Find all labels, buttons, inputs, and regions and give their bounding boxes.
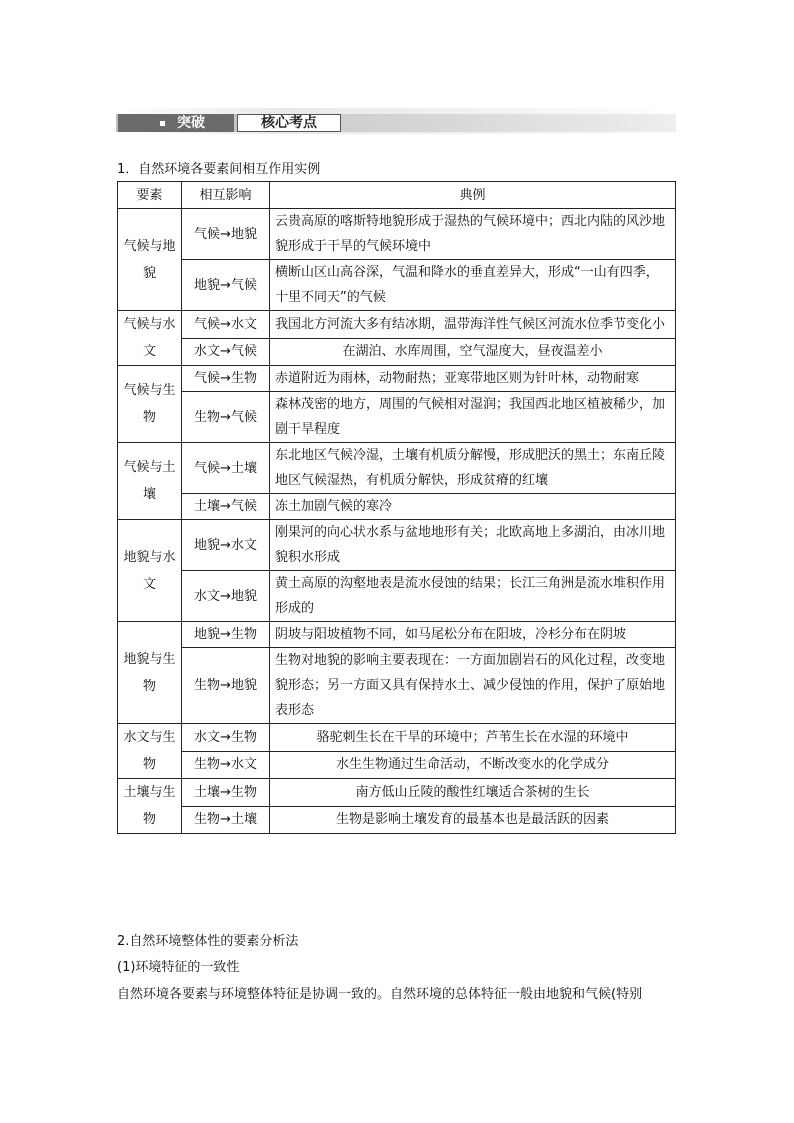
example-cell: 水生生物通过生命活动，不断改变水的化学成分: [270, 751, 676, 779]
relation-cell: 生物→水文: [182, 751, 270, 779]
relation-cell: 水文→生物: [182, 724, 270, 752]
table-row: [118, 622, 676, 648]
table-row: [118, 724, 676, 752]
relation-cell: 生物→地貌: [182, 648, 270, 724]
relation-cell: 地貌→水文: [182, 520, 270, 571]
relation-cell: 气候→地貌: [182, 209, 270, 260]
table-row: [118, 648, 676, 724]
table-row: [118, 494, 676, 520]
relation-cell: 地貌→气候: [182, 260, 270, 311]
column-header: 典例: [270, 182, 676, 209]
relation-cell: 生物→土壤: [182, 806, 270, 834]
relation-cell: 土壤→气候: [182, 494, 270, 520]
table-row: [118, 366, 676, 392]
element-cell: 气候与地貌: [118, 209, 182, 311]
column-header: 相互影响: [182, 182, 270, 209]
column-header: 要素: [118, 182, 182, 209]
relation-cell: 地貌→生物: [182, 622, 270, 648]
section-tag-secondary: 核心考点: [237, 114, 341, 132]
relation-cell: 气候→水文: [182, 311, 270, 339]
interaction-table: [117, 181, 676, 834]
table-row: [118, 338, 676, 366]
relation-cell: 生物→气候: [182, 392, 270, 443]
example-cell: 生物是影响土壤发育的最基本也是最活跃的因素: [270, 806, 676, 834]
element-cell: 气候与土壤: [118, 443, 182, 520]
table-row: [118, 260, 676, 311]
example-cell: 在湖泊、水库周围，空气湿度大，昼夜温差小: [270, 338, 676, 366]
relation-cell: 气候→土壤: [182, 443, 270, 494]
table-header-row: [118, 182, 676, 209]
element-cell: 地貌与水文: [118, 520, 182, 622]
example-cell: 冻土加剧气候的寒冷: [270, 494, 676, 520]
example-cell: 刚果河的向心状水系与盆地地形有关；北欧高地上多湖泊，由冰川地貌积水形成: [270, 520, 676, 571]
table-row: [118, 779, 676, 807]
element-cell: 地貌与生物: [118, 622, 182, 724]
table-row: [118, 311, 676, 339]
example-cell: 我国北方河流大多有结冰期，温带海洋性气候区河流水位季节变化小: [270, 311, 676, 339]
table-row: [118, 806, 676, 834]
section-tag-primary: [118, 114, 234, 132]
example-cell: 云贵高原的喀斯特地貌形成于湿热的气候环境中；西北内陆的风沙地貌形成于干旱的气候环境中: [270, 209, 676, 260]
example-cell: 横断山区山高谷深，气温和降水的垂直差异大，形成“一山有四季，十里不同天”的气候: [270, 260, 676, 311]
example-cell: 南方低山丘陵的酸性红壤适合茶树的生长: [270, 779, 676, 807]
table-row: [118, 520, 676, 571]
example-cell: 东北地区气候冷湿，土壤有机质分解慢，形成肥沃的黑土；东南丘陵地区气候湿热，有机质分解快，形成贫瘠的红壤: [270, 443, 676, 494]
relation-cell: 土壤→生物: [182, 779, 270, 807]
example-cell: 森林茂密的地方，周围的气候相对湿润；我国西北地区植被稀少，加剧干旱程度: [270, 392, 676, 443]
example-cell: 生物对地貌的影响主要表现在：一方面加剧岩石的风化过程，改变地貌形态；另一方面又具有保持水土、减少侵蚀的作用，保护了原始地表形态: [270, 648, 676, 724]
element-cell: 气候与水文: [118, 311, 182, 366]
relation-cell: 水文→地貌: [182, 571, 270, 622]
table-row: [118, 392, 676, 443]
example-cell: 阴坡与阳坡植物不同，如马尾松分布在阳坡，冷杉分布在阴坡: [270, 622, 676, 648]
section2-title: 2.自然环境整体性的要素分析法: [117, 934, 299, 949]
section-tag-primary-label: 突破: [177, 115, 205, 131]
section2-subtitle: (1)环境特征的一致性: [117, 960, 240, 975]
example-cell: 赤道附近为雨林，动物耐热；亚寒带地区则为针叶林，动物耐寒: [270, 366, 676, 392]
table-row: [118, 751, 676, 779]
table-row: [118, 209, 676, 260]
element-cell: 水文与生物: [118, 724, 182, 779]
table-row: [118, 443, 676, 494]
example-cell: 骆驼刺生长在干旱的环境中；芦苇生长在水湿的环境中: [270, 724, 676, 752]
relation-cell: 水文→气候: [182, 338, 270, 366]
example-cell: 黄土高原的沟壑地表是流水侵蚀的结果；长江三角洲是流水堆积作用形成的: [270, 571, 676, 622]
table-row: [118, 571, 676, 622]
section1-title: 1．自然环境各要素间相互作用实例: [117, 162, 321, 177]
section2-paragraph: 自然环境各要素与环境整体特征是协调一致的。自然环境的总体特征一般由地貌和气候(特别: [117, 987, 643, 1002]
element-cell: 土壤与生物: [118, 779, 182, 834]
square-bullet-icon: [160, 121, 165, 126]
relation-cell: 气候→生物: [182, 366, 270, 392]
element-cell: 气候与生物: [118, 366, 182, 443]
